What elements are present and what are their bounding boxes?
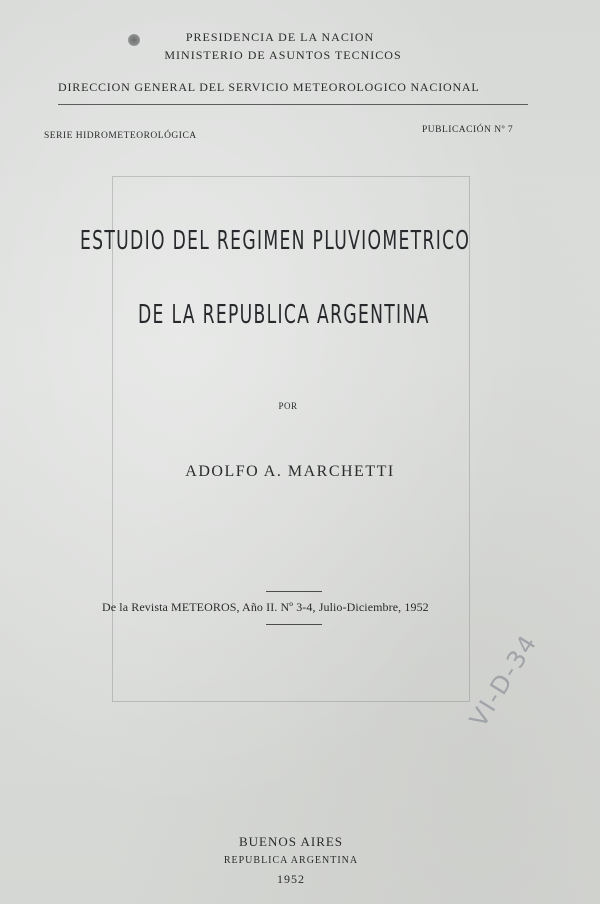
title-line-2: DE LA REPUBLICA ARGENTINA (138, 300, 430, 330)
citation-rule-bottom (266, 624, 322, 625)
header-ministry: MINISTERIO DE ASUNTOS TECNICOS (164, 48, 402, 62)
citation-rule-top (266, 591, 322, 592)
header-direction: DIRECCION GENERAL DEL SERVICIO METEOROLOGICO NACIONAL (58, 80, 480, 94)
imprint-city: BUENOS AIRES (238, 834, 344, 849)
citation-text: De la Revista METEOROS, Año II. Nº 3-4, Julio-Diciembre, 1952 (102, 600, 429, 614)
header-divider (58, 104, 528, 105)
publication-number: PUBLICACIÓN Nº 7 (422, 125, 514, 135)
handwritten-call-number: VI-D-34 (464, 629, 544, 732)
series-label: SERIE HIDROMETEOROLÓGICA (44, 131, 197, 141)
imprint-year: 1952 (277, 872, 305, 886)
title-line-1: ESTUDIO DEL REGIMEN PLUVIOMETRICO (80, 226, 471, 256)
byline-por: POR (278, 401, 298, 411)
author-name: ADOLFO A. MARCHETTI (185, 463, 395, 480)
header-presidency: PRESIDENCIA DE LA NACION (185, 30, 375, 44)
imprint-country: REPUBLICA ARGENTINA (223, 855, 359, 866)
